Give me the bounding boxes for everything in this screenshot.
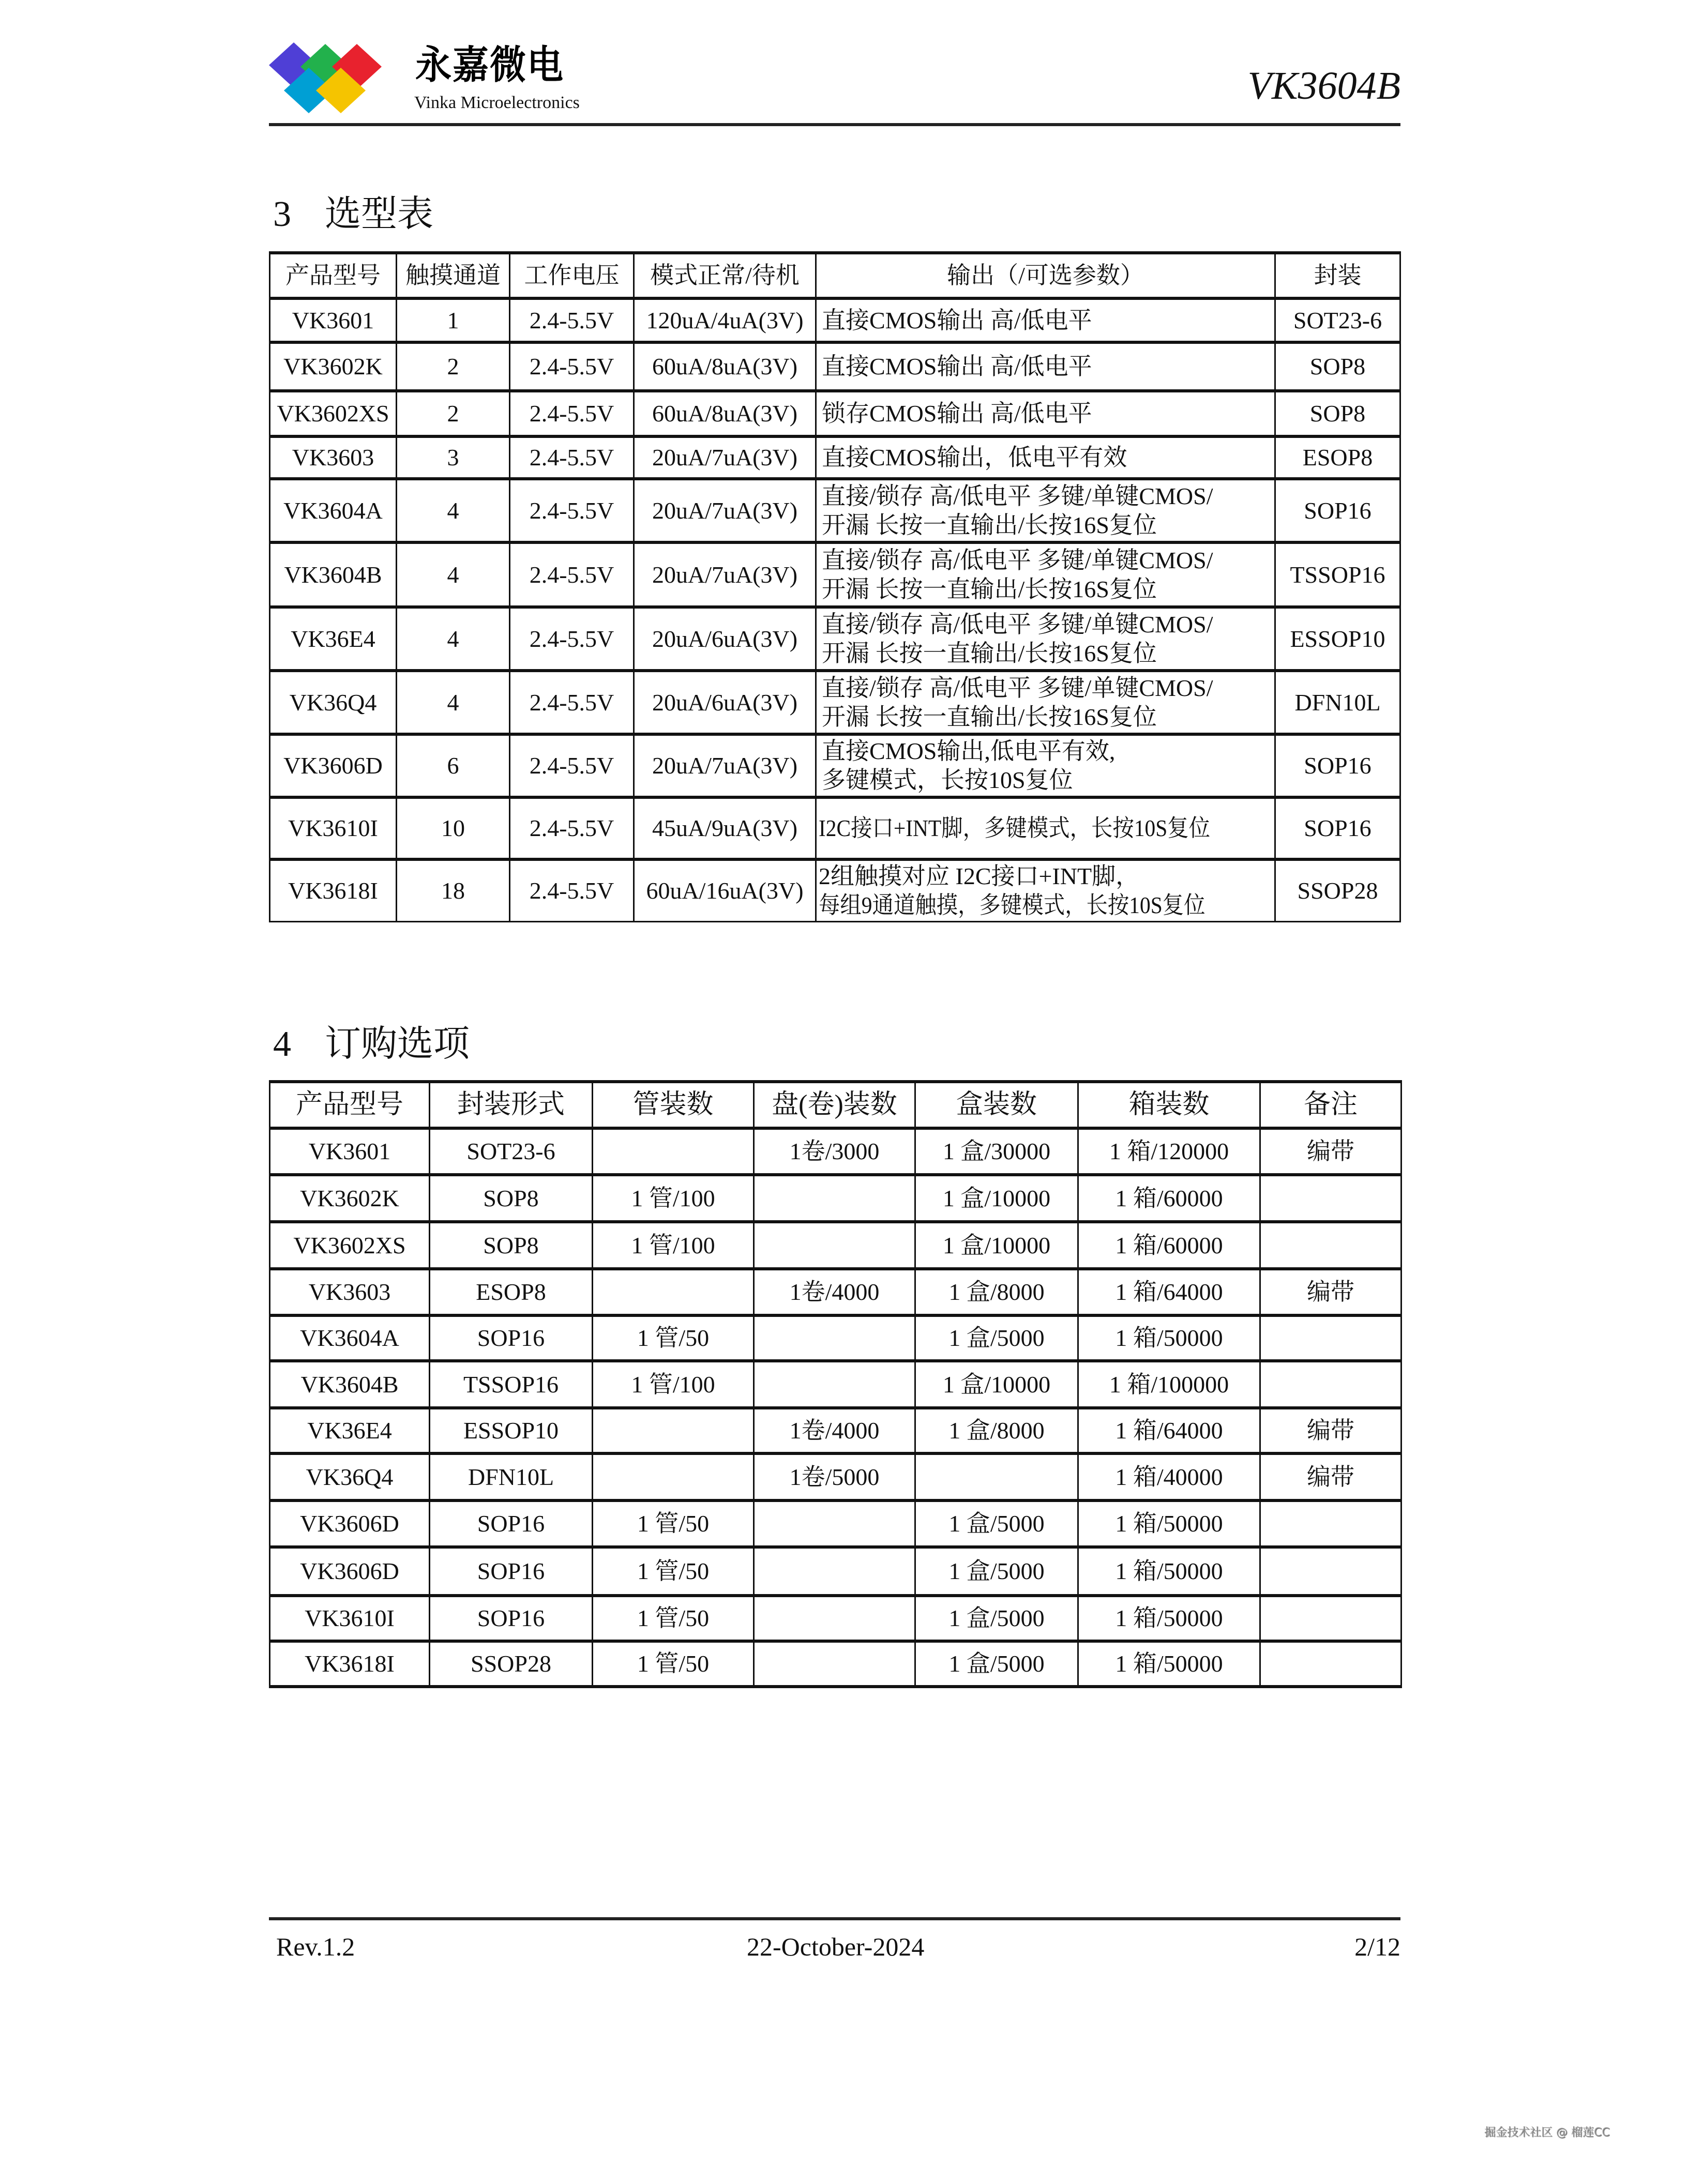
package-cell: DFN10L bbox=[430, 1453, 593, 1500]
model-cell: VK36E4 bbox=[270, 607, 397, 671]
output-cell bbox=[816, 607, 1275, 671]
output-cell bbox=[816, 734, 1275, 797]
output-cell bbox=[816, 859, 1275, 921]
carton-qty-cell: 1 箱/50000 bbox=[1078, 1547, 1260, 1596]
section-4-number: 4 bbox=[273, 1024, 291, 1064]
channels-cell: 4 bbox=[397, 671, 510, 734]
channels-cell: 1 bbox=[397, 298, 510, 342]
output-cell bbox=[816, 479, 1275, 542]
carton-qty-cell: 1 箱/60000 bbox=[1078, 1175, 1260, 1222]
carton-qty-cell: 1 箱/60000 bbox=[1078, 1222, 1260, 1269]
column-header: 输出（/可选参数） bbox=[816, 253, 1275, 298]
reel-qty-cell bbox=[754, 1222, 915, 1269]
current-cell: 20uA/6uA(3V) bbox=[634, 671, 816, 734]
reel-qty-cell: 1卷/4000 bbox=[754, 1408, 915, 1453]
section-4-title: 订购选项 bbox=[325, 1024, 470, 1064]
watermark: 掘金技术社区 @ 榴莲CC bbox=[1484, 2126, 1610, 2139]
reel-qty-cell: 1卷/3000 bbox=[754, 1128, 915, 1175]
model-cell: VK3604B bbox=[270, 1361, 430, 1408]
current-cell: 60uA/8uA(3V) bbox=[634, 342, 816, 391]
footer-divider bbox=[269, 1917, 1400, 1920]
model-cell: VK3602XS bbox=[270, 1222, 430, 1269]
model-cell: VK3602XS bbox=[270, 391, 397, 436]
table-row bbox=[270, 436, 1400, 479]
column-header: 盒装数 bbox=[915, 1082, 1078, 1128]
note-cell bbox=[1260, 1500, 1401, 1547]
column-header: 盘(卷)装数 bbox=[754, 1082, 915, 1128]
note-cell bbox=[1260, 1547, 1401, 1596]
logo-chinese-name: 永嘉微电 bbox=[415, 42, 564, 88]
carton-qty-cell: 1 箱/40000 bbox=[1078, 1453, 1260, 1500]
model-cell: VK3610I bbox=[270, 1596, 430, 1641]
selection-table bbox=[269, 251, 1401, 922]
tube-qty-cell: 1 管/50 bbox=[593, 1596, 754, 1641]
output-cell bbox=[816, 797, 1275, 859]
box-qty-cell: 1 盒/10000 bbox=[915, 1222, 1078, 1269]
channels-cell: 3 bbox=[397, 436, 510, 479]
table-row bbox=[270, 479, 1400, 542]
note-cell: 编带 bbox=[1260, 1453, 1401, 1500]
reel-qty-cell bbox=[754, 1500, 915, 1547]
voltage-cell: 2.4-5.5V bbox=[510, 671, 634, 734]
company-logo bbox=[269, 42, 590, 117]
output-line: 直接/锁存 高/低电平 多键/单键CMOS/ bbox=[822, 674, 1213, 701]
header-divider bbox=[269, 123, 1400, 126]
current-cell: 120uA/4uA(3V) bbox=[634, 298, 816, 342]
box-qty-cell: 1 盒/5000 bbox=[915, 1596, 1078, 1641]
model-cell: VK3603 bbox=[270, 436, 397, 479]
model-cell: VK3604A bbox=[270, 1315, 430, 1361]
reel-qty-cell: 1卷/4000 bbox=[754, 1269, 915, 1315]
column-header: 触摸通道 bbox=[397, 253, 510, 298]
package-cell: ESSOP10 bbox=[1275, 607, 1400, 671]
output-line: 直接CMOS输出 高/低电平 bbox=[822, 307, 1092, 333]
package-cell: SOP16 bbox=[1275, 797, 1400, 859]
box-qty-cell: 1 盒/10000 bbox=[915, 1175, 1078, 1222]
tube-qty-cell bbox=[593, 1128, 754, 1175]
note-cell bbox=[1260, 1315, 1401, 1361]
current-cell: 20uA/7uA(3V) bbox=[634, 542, 816, 607]
table-row bbox=[270, 1269, 1401, 1315]
model-cell: VK3618I bbox=[270, 1641, 430, 1687]
package-cell: SOP16 bbox=[430, 1596, 593, 1641]
reel-qty-cell bbox=[754, 1641, 915, 1687]
column-header: 管装数 bbox=[593, 1082, 754, 1128]
package-cell: SSOP28 bbox=[430, 1641, 593, 1687]
section-3-number: 3 bbox=[273, 194, 291, 234]
tube-qty-cell: 1 管/50 bbox=[593, 1500, 754, 1547]
model-cell: VK3603 bbox=[270, 1269, 430, 1315]
table-row bbox=[270, 542, 1400, 607]
output-cell bbox=[816, 671, 1275, 734]
date-label: 22-October-2024 bbox=[747, 1932, 925, 1961]
tube-qty-cell bbox=[593, 1269, 754, 1315]
model-cell: VK3606D bbox=[270, 1547, 430, 1596]
carton-qty-cell: 1 箱/120000 bbox=[1078, 1128, 1260, 1175]
output-line: 多键模式，长按10S复位 bbox=[822, 767, 1073, 793]
package-cell: SOP8 bbox=[430, 1222, 593, 1269]
note-cell bbox=[1260, 1175, 1401, 1222]
current-cell: 20uA/6uA(3V) bbox=[634, 607, 816, 671]
tube-qty-cell: 1 管/100 bbox=[593, 1361, 754, 1408]
output-line: 开漏 长按一直输出/长按16S复位 bbox=[822, 511, 1157, 538]
current-cell: 20uA/7uA(3V) bbox=[634, 734, 816, 797]
output-line: 直接/锁存 高/低电平 多键/单键CMOS/ bbox=[822, 547, 1213, 573]
box-qty-cell: 1 盒/5000 bbox=[915, 1500, 1078, 1547]
note-cell bbox=[1260, 1641, 1401, 1687]
ordering-table bbox=[269, 1080, 1402, 1688]
voltage-cell: 2.4-5.5V bbox=[510, 797, 634, 859]
tube-qty-cell bbox=[593, 1453, 754, 1500]
package-cell: TSSOP16 bbox=[430, 1361, 593, 1408]
column-header: 模式正常/待机 bbox=[634, 253, 816, 298]
note-cell: 编带 bbox=[1260, 1128, 1401, 1175]
package-cell: SOP16 bbox=[1275, 734, 1400, 797]
model-cell: VK3606D bbox=[270, 1500, 430, 1547]
box-qty-cell: 1 盒/5000 bbox=[915, 1641, 1078, 1687]
output-cell bbox=[816, 542, 1275, 607]
package-cell: SOP16 bbox=[430, 1500, 593, 1547]
package-cell: SOP16 bbox=[430, 1315, 593, 1361]
carton-qty-cell: 1 箱/50000 bbox=[1078, 1315, 1260, 1361]
table-row bbox=[270, 1128, 1401, 1175]
carton-qty-cell: 1 箱/50000 bbox=[1078, 1641, 1260, 1687]
table-row bbox=[270, 1453, 1401, 1500]
channels-cell: 4 bbox=[397, 542, 510, 607]
carton-qty-cell: 1 箱/64000 bbox=[1078, 1269, 1260, 1315]
section-3-heading bbox=[273, 196, 433, 233]
tube-qty-cell: 1 管/100 bbox=[593, 1222, 754, 1269]
box-qty-cell: 1 盒/5000 bbox=[915, 1547, 1078, 1596]
voltage-cell: 2.4-5.5V bbox=[510, 391, 634, 436]
box-qty-cell: 1 盒/8000 bbox=[915, 1408, 1078, 1453]
column-header: 产品型号 bbox=[270, 1082, 430, 1128]
table-header-row bbox=[270, 1082, 1401, 1128]
table-row bbox=[270, 1315, 1401, 1361]
table-row bbox=[270, 298, 1400, 342]
logo-english-name: Vinka Microelectronics bbox=[414, 93, 580, 112]
tube-qty-cell: 1 管/50 bbox=[593, 1315, 754, 1361]
voltage-cell: 2.4-5.5V bbox=[510, 479, 634, 542]
package-cell: ESOP8 bbox=[430, 1269, 593, 1315]
reel-qty-cell: 1卷/5000 bbox=[754, 1453, 915, 1500]
table-row bbox=[270, 1641, 1401, 1687]
output-line: 锁存CMOS输出 高/低电平 bbox=[822, 400, 1092, 427]
tube-qty-cell: 1 管/50 bbox=[593, 1547, 754, 1596]
table-row bbox=[270, 1408, 1401, 1453]
table-row bbox=[270, 797, 1400, 859]
box-qty-cell: 1 盒/10000 bbox=[915, 1361, 1078, 1408]
table-row bbox=[270, 1175, 1401, 1222]
model-cell: VK3602K bbox=[270, 1175, 430, 1222]
model-cell: VK3618I bbox=[270, 859, 397, 921]
voltage-cell: 2.4-5.5V bbox=[510, 734, 634, 797]
column-header: 封装形式 bbox=[430, 1082, 593, 1128]
channels-cell: 4 bbox=[397, 479, 510, 542]
channels-cell: 6 bbox=[397, 734, 510, 797]
output-cell bbox=[816, 342, 1275, 391]
table-header-row bbox=[270, 253, 1400, 298]
package-cell: SOT23-6 bbox=[1275, 298, 1400, 342]
table-row bbox=[270, 859, 1400, 921]
column-header: 工作电压 bbox=[510, 253, 634, 298]
box-qty-cell: 1 盒/5000 bbox=[915, 1315, 1078, 1361]
output-line: 直接/锁存 高/低电平 多键/单键CMOS/ bbox=[822, 611, 1213, 638]
carton-qty-cell: 1 箱/50000 bbox=[1078, 1596, 1260, 1641]
model-cell: VK36Q4 bbox=[270, 1453, 430, 1500]
output-cell bbox=[816, 436, 1275, 479]
current-cell: 20uA/7uA(3V) bbox=[634, 479, 816, 542]
column-header: 封装 bbox=[1275, 253, 1400, 298]
revision-label: Rev.1.2 bbox=[276, 1932, 355, 1961]
section-3-title: 选型表 bbox=[325, 194, 433, 234]
output-line: 直接CMOS输出,低电平有效, bbox=[822, 738, 1116, 764]
carton-qty-cell: 1 箱/64000 bbox=[1078, 1408, 1260, 1453]
output-line: 开漏 长按一直输出/长按16S复位 bbox=[822, 703, 1157, 730]
channels-cell: 2 bbox=[397, 391, 510, 436]
carton-qty-cell: 1 箱/100000 bbox=[1078, 1361, 1260, 1408]
box-qty-cell: 1 盒/8000 bbox=[915, 1269, 1078, 1315]
table-row bbox=[270, 1500, 1401, 1547]
package-cell: ESOP8 bbox=[1275, 436, 1400, 479]
output-line: 每组9通道触摸，多键模式，长按10S复位 bbox=[819, 891, 1205, 918]
channels-cell: 18 bbox=[397, 859, 510, 921]
voltage-cell: 2.4-5.5V bbox=[510, 859, 634, 921]
output-line: 开漏 长按一直输出/长按16S复位 bbox=[822, 575, 1157, 602]
table-row bbox=[270, 342, 1400, 391]
package-cell: TSSOP16 bbox=[1275, 542, 1400, 607]
page-number: 2/12 bbox=[1354, 1932, 1400, 1961]
model-cell: VK36E4 bbox=[270, 1408, 430, 1453]
table-row bbox=[270, 1596, 1401, 1641]
voltage-cell: 2.4-5.5V bbox=[510, 607, 634, 671]
package-cell: DFN10L bbox=[1275, 671, 1400, 734]
table-row bbox=[270, 607, 1400, 671]
voltage-cell: 2.4-5.5V bbox=[510, 436, 634, 479]
channels-cell: 2 bbox=[397, 342, 510, 391]
table-row bbox=[270, 1361, 1401, 1408]
section-4-heading bbox=[273, 1026, 470, 1063]
model-cell: VK3604B bbox=[270, 542, 397, 607]
output-line: 直接CMOS输出，低电平有效 bbox=[822, 444, 1127, 471]
note-cell: 编带 bbox=[1260, 1269, 1401, 1315]
column-header: 箱装数 bbox=[1078, 1082, 1260, 1128]
package-cell: SOP8 bbox=[430, 1175, 593, 1222]
current-cell: 20uA/7uA(3V) bbox=[634, 436, 816, 479]
table-row bbox=[270, 734, 1400, 797]
package-cell: SOP16 bbox=[1275, 479, 1400, 542]
reel-qty-cell bbox=[754, 1175, 915, 1222]
current-cell: 60uA/16uA(3V) bbox=[634, 859, 816, 921]
model-cell: VK3602K bbox=[270, 342, 397, 391]
document-title: VK3604B bbox=[1247, 64, 1400, 108]
package-cell: SOP8 bbox=[1275, 391, 1400, 436]
output-line: 开漏 长按一直输出/长按16S复位 bbox=[822, 640, 1157, 666]
output-cell bbox=[816, 298, 1275, 342]
package-cell: ESSOP10 bbox=[430, 1408, 593, 1453]
carton-qty-cell: 1 箱/50000 bbox=[1078, 1500, 1260, 1547]
column-header: 备注 bbox=[1260, 1082, 1401, 1128]
output-line: 2组触摸对应 I2C接口+INT脚， bbox=[819, 862, 1140, 889]
model-cell: VK3601 bbox=[270, 1128, 430, 1175]
output-cell bbox=[816, 391, 1275, 436]
model-cell: VK36Q4 bbox=[270, 671, 397, 734]
model-cell: VK3604A bbox=[270, 479, 397, 542]
voltage-cell: 2.4-5.5V bbox=[510, 342, 634, 391]
tube-qty-cell: 1 管/100 bbox=[593, 1175, 754, 1222]
channels-cell: 4 bbox=[397, 607, 510, 671]
reel-qty-cell bbox=[754, 1361, 915, 1408]
column-header: 产品型号 bbox=[270, 253, 397, 298]
output-line: 直接/锁存 高/低电平 多键/单键CMOS/ bbox=[822, 482, 1213, 509]
note-cell bbox=[1260, 1361, 1401, 1408]
model-cell: VK3601 bbox=[270, 298, 397, 342]
note-cell: 编带 bbox=[1260, 1408, 1401, 1453]
logo-diamonds-icon bbox=[269, 42, 419, 117]
table-row bbox=[270, 391, 1400, 436]
current-cell: 45uA/9uA(3V) bbox=[634, 797, 816, 859]
package-cell: SOP8 bbox=[1275, 342, 1400, 391]
output-line: I2C接口+INT脚，多键模式，长按10S复位 bbox=[819, 815, 1211, 841]
box-qty-cell bbox=[915, 1453, 1078, 1500]
package-cell: SOT23-6 bbox=[430, 1128, 593, 1175]
voltage-cell: 2.4-5.5V bbox=[510, 542, 634, 607]
table-row bbox=[270, 1222, 1401, 1269]
model-cell: VK3610I bbox=[270, 797, 397, 859]
tube-qty-cell bbox=[593, 1408, 754, 1453]
tube-qty-cell: 1 管/50 bbox=[593, 1641, 754, 1687]
package-cell: SOP16 bbox=[430, 1547, 593, 1596]
note-cell bbox=[1260, 1596, 1401, 1641]
reel-qty-cell bbox=[754, 1547, 915, 1596]
output-line: 直接CMOS输出 高/低电平 bbox=[822, 353, 1092, 380]
reel-qty-cell bbox=[754, 1596, 915, 1641]
channels-cell: 10 bbox=[397, 797, 510, 859]
table-row bbox=[270, 671, 1400, 734]
table-row bbox=[270, 1547, 1401, 1596]
voltage-cell: 2.4-5.5V bbox=[510, 298, 634, 342]
box-qty-cell: 1 盒/30000 bbox=[915, 1128, 1078, 1175]
note-cell bbox=[1260, 1222, 1401, 1269]
package-cell: SSOP28 bbox=[1275, 859, 1400, 921]
current-cell: 60uA/8uA(3V) bbox=[634, 391, 816, 436]
model-cell: VK3606D bbox=[270, 734, 397, 797]
reel-qty-cell bbox=[754, 1315, 915, 1361]
